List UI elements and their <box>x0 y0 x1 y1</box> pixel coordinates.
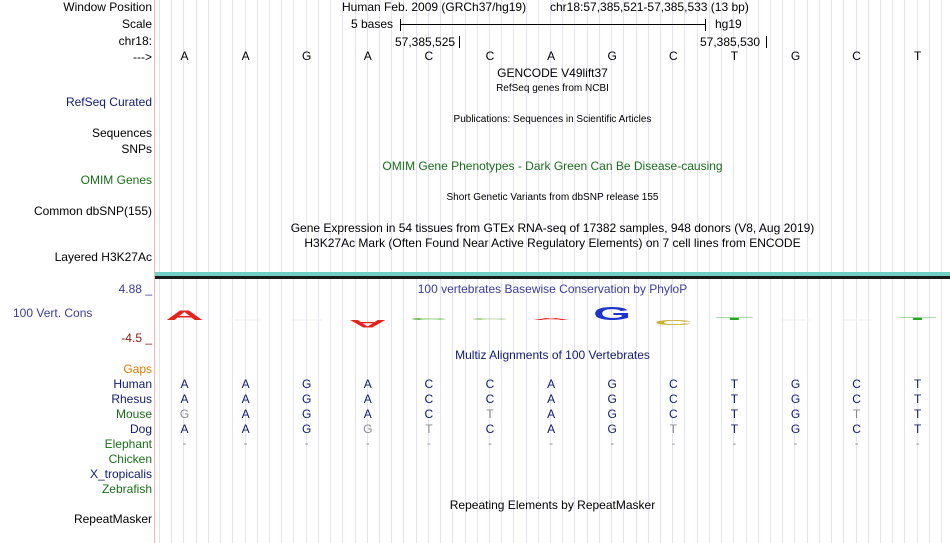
sequence-base: A <box>241 49 250 63</box>
coord-left: 57,385,525 <box>395 35 456 49</box>
species-label[interactable]: Rhesus <box>111 392 152 406</box>
sequence-base: A <box>363 49 372 63</box>
alignment-base: A <box>547 407 556 421</box>
species-label[interactable]: Dog <box>129 422 152 436</box>
species-label[interactable]: Elephant <box>104 437 152 451</box>
sequence-base: G <box>302 49 312 63</box>
alignment-base: - <box>243 438 248 450</box>
phylop-track-desc[interactable]: 100 vertebrates Basewise Conservation by PhyloP <box>417 282 688 296</box>
conservation-letter: T <box>898 316 937 321</box>
refseq-track-desc[interactable]: RefSeq genes from NCBI <box>496 83 609 94</box>
alignment-base: T <box>914 392 922 406</box>
alignment-base: G <box>607 407 617 421</box>
alignment-base: G <box>607 377 617 391</box>
alignment-base: A <box>180 377 189 391</box>
coord-right: 57,385,530 <box>700 35 761 49</box>
refseq-curated-label[interactable]: RefSeq Curated <box>65 95 152 109</box>
alignment-base: - <box>365 438 370 450</box>
omim-track-desc[interactable]: OMIM Gene Phenotypes - Dark Green Can Be Disease-causing <box>382 159 723 173</box>
alignment-base: G <box>607 422 617 436</box>
alignment-base: - <box>304 438 309 450</box>
chromosome-label: chr18: <box>118 34 152 48</box>
common-dbsnp-label[interactable]: Common dbSNP(155) <box>33 204 152 218</box>
assembly-title: Human Feb. 2009 (GRCh37/hg19) <box>342 0 527 14</box>
scale-db-text: hg19 <box>715 17 742 31</box>
multiz-track-desc[interactable]: Multiz Alignments of 100 Vertebrates <box>455 348 650 362</box>
alignment-base: C <box>485 377 495 391</box>
alignment-base: - <box>610 438 615 450</box>
alignment-base: - <box>793 438 798 450</box>
conservation-letter: A <box>348 316 388 330</box>
alignment-base: G <box>302 377 312 391</box>
conservation-letter: C <box>654 318 693 328</box>
species-label[interactable]: Zebrafish <box>101 482 152 496</box>
alignment-base: C <box>485 392 495 406</box>
alignment-base: C <box>852 392 861 406</box>
alignment-base: A <box>180 392 189 406</box>
species-label[interactable]: Human <box>113 377 152 391</box>
alignment-base: T <box>669 422 677 436</box>
gencode-track-title[interactable]: GENCODE V49lift37 <box>497 66 608 80</box>
alignment-base: C <box>852 377 861 391</box>
alignment-base: A <box>241 377 250 391</box>
alignment-base: T <box>730 377 739 391</box>
sequences-label[interactable]: Sequences <box>91 126 152 140</box>
alignment-base: - <box>671 438 676 450</box>
conservation-letter: A <box>532 317 571 321</box>
sequence-base: C <box>668 49 678 63</box>
alignment-base: - <box>182 438 187 450</box>
sequence-base: C <box>424 49 434 63</box>
alignment-base: - <box>854 438 859 450</box>
alignment-base: T <box>914 407 922 421</box>
alignment-base: A <box>241 392 250 406</box>
alignment-base: - <box>427 438 431 450</box>
sequence-base: T <box>730 49 739 63</box>
alignment-base: C <box>852 422 861 436</box>
alignment-base: G <box>302 407 312 421</box>
conservation-letter: A <box>165 308 205 324</box>
conservation-letter: C <box>471 317 509 321</box>
conservation-letter: T <box>715 316 754 321</box>
alignment-base: G <box>790 377 801 391</box>
coord-left-tick <box>459 36 460 48</box>
alignment-base: C <box>485 422 495 436</box>
scale-bases-text: 5 bases <box>351 17 394 31</box>
window-position-value: chr18:57,385,521-57,385,533 (13 bp) <box>550 0 749 14</box>
alignment-base: - <box>488 438 492 450</box>
alignment-base: G <box>363 422 373 436</box>
alignment-base: T <box>914 377 922 391</box>
alignment-base: T <box>730 407 739 421</box>
sequence-base: T <box>914 49 922 63</box>
alignment-base: A <box>547 377 556 391</box>
coord-right-tick <box>766 36 767 48</box>
h3k27ac-track-desc[interactable]: H3K27Ac Mark (Often Found Near Active Regulatory Elements) on 7 cell lines from ENCODE <box>304 236 801 250</box>
alignment-base: G <box>607 392 617 406</box>
species-label[interactable]: Chicken <box>108 452 152 466</box>
sequence-base: A <box>547 49 556 63</box>
repeatmasker-track-desc[interactable]: Repeating Elements by RepeatMasker <box>449 498 656 512</box>
alignment-base: - <box>732 438 737 450</box>
alignment-base: A <box>363 392 372 406</box>
alignment-base: A <box>547 392 556 406</box>
alignment-base: - <box>915 438 920 450</box>
alignment-base: A <box>363 407 372 421</box>
sequence-base: C <box>852 49 861 63</box>
vert-cons-label[interactable]: 100 Vert. Cons <box>13 306 93 320</box>
alignment-base: C <box>668 407 678 421</box>
alignment-base: G <box>790 392 801 406</box>
track-separator <box>155 276 950 279</box>
alignment-base: T <box>425 422 433 436</box>
alignment-base: C <box>668 377 678 391</box>
scale-bar-right-tick <box>705 19 706 31</box>
conservation-logo <box>0 280 950 340</box>
omim-genes-label[interactable]: OMIM Genes <box>80 173 152 187</box>
scale-bar-left-tick <box>400 19 401 31</box>
alignment-base: T <box>730 422 739 436</box>
sequence-base: G <box>607 49 617 63</box>
alignment-base: C <box>424 407 434 421</box>
conservation-min-label: -4.5 _ <box>121 331 152 345</box>
alignment-base: T <box>914 422 922 436</box>
gtex-track-desc[interactable]: Gene Expression in 54 tissues from GTEx RNA-seq of 17382 samples, 948 donors (V8, Aug 2019) <box>290 221 815 235</box>
alignment-base: G <box>790 422 801 436</box>
species-label[interactable]: Mouse <box>115 407 152 421</box>
layered-h3k27ac-label[interactable]: Layered H3K27Ac <box>54 250 152 264</box>
alignment-base: G <box>302 392 312 406</box>
alignment-base: C <box>668 392 678 406</box>
publications-track-desc[interactable]: Publications: Sequences in Scientific Articles <box>453 114 652 125</box>
conservation-letter: G <box>593 303 632 325</box>
scale-bar <box>400 24 706 25</box>
alignment-base: G <box>790 407 801 421</box>
scale-label: Scale <box>121 17 152 31</box>
alignment-base: A <box>547 422 556 436</box>
strand-arrow-label: ---> <box>133 50 152 64</box>
alignment-base: C <box>424 392 434 406</box>
alignment-base: A <box>180 422 189 436</box>
alignment-base: A <box>363 377 372 391</box>
snps-label[interactable]: SNPs <box>121 142 152 156</box>
sequence-base: A <box>180 49 189 63</box>
sequence-base: G <box>790 49 801 63</box>
conservation-letter: C <box>409 317 448 321</box>
alignment-base: A <box>241 422 250 436</box>
window-position-label: Window Position <box>63 0 152 14</box>
alignment-base: G <box>179 407 190 421</box>
dbsnp-track-desc[interactable]: Short Genetic Variants from dbSNP release 155 <box>446 192 659 203</box>
alignment-base: T <box>852 407 861 421</box>
alignment-base: G <box>302 422 312 436</box>
alignment-base: T <box>730 392 739 406</box>
alignment-base: A <box>241 407 250 421</box>
repeatmasker-label[interactable]: RepeatMasker <box>73 512 152 526</box>
sequence-base: C <box>485 49 495 63</box>
alignment-base: T <box>486 407 494 421</box>
conservation-max-label: 4.88 _ <box>118 282 152 296</box>
species-label[interactable]: X_tropicalis <box>89 467 152 481</box>
alignment-base: - <box>549 438 553 450</box>
alignment-base: C <box>424 377 434 391</box>
gaps-label[interactable]: Gaps <box>123 362 152 376</box>
